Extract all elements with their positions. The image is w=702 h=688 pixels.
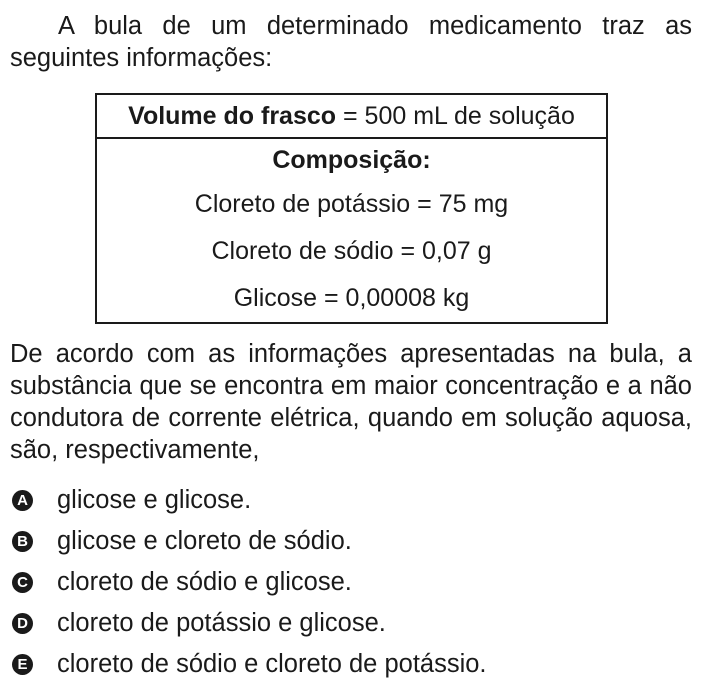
option-c[interactable]: [10, 562, 692, 603]
option-e[interactable]: [10, 644, 692, 685]
option-letter-badge: D: [12, 613, 33, 634]
intro-paragraph: A bula de um determinado medicamento traz as seguintes informações:: [10, 12, 692, 72]
composition-header: Composição:: [272, 145, 431, 174]
composition-header-row: [96, 138, 607, 181]
option-a[interactable]: [10, 480, 692, 521]
option-d[interactable]: [10, 603, 692, 644]
medication-info-table: [95, 93, 608, 324]
answer-options: [10, 480, 692, 685]
question-text: De acordo com as informações apresentadas na bula, a substância que se encontra em maior concentração e a não condutora de corrente elétrica, quando em solução aquosa, são, respectivamente,: [10, 340, 692, 464]
composition-item-row: [96, 228, 607, 275]
volume-value: = 500 mL de solução: [336, 101, 575, 130]
option-letter-badge: E: [12, 654, 33, 675]
composition-item: Cloreto de sódio = 0,07 g: [211, 237, 492, 265]
volume-row: [96, 94, 607, 138]
composition-item-row: [96, 275, 607, 323]
option-text: cloreto de sódio e cloreto de potássio.: [57, 650, 487, 678]
option-text: cloreto de potássio e glicose.: [57, 609, 386, 637]
option-text: glicose e glicose.: [57, 486, 252, 514]
composition-item: Cloreto de potássio = 75 mg: [194, 190, 509, 218]
option-text: glicose e cloreto de sódio.: [57, 527, 352, 555]
composition-item-row: [96, 181, 607, 228]
option-letter-badge: C: [12, 572, 33, 593]
option-letter-badge: A: [12, 490, 33, 511]
option-b[interactable]: [10, 521, 692, 562]
option-text: cloreto de sódio e glicose.: [57, 568, 352, 596]
option-letter-badge: B: [12, 531, 33, 552]
volume-label: Volume do frasco: [128, 101, 337, 130]
composition-item: Glicose = 0,00008 kg: [233, 284, 470, 312]
